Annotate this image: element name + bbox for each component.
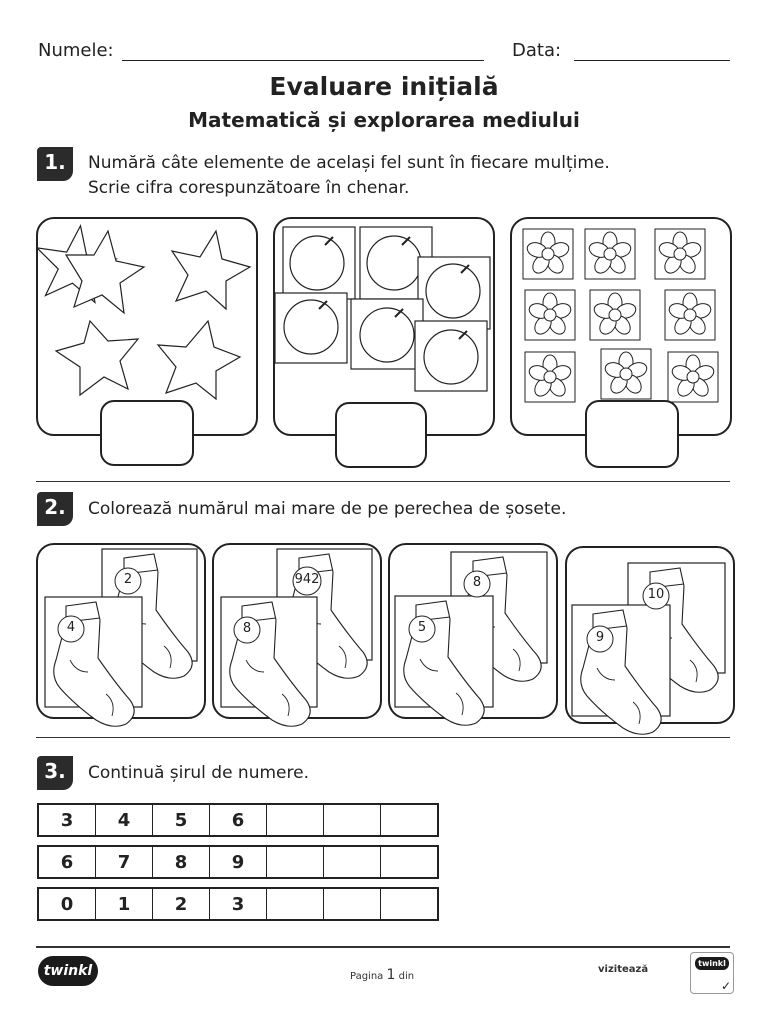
sequence-answer-cell[interactable] bbox=[267, 847, 324, 877]
sequence-cell: 3 bbox=[210, 889, 267, 919]
sequence-cell: 3 bbox=[39, 805, 96, 835]
footer-divider bbox=[36, 946, 730, 948]
sequence-cell: 8 bbox=[153, 847, 210, 877]
section-divider bbox=[36, 737, 730, 738]
sequence-cell: 6 bbox=[39, 847, 96, 877]
sequence-answer-cell[interactable] bbox=[381, 889, 437, 919]
sequence-answer-cell[interactable] bbox=[381, 847, 437, 877]
exercise-3-instruction: Continuă șirul de numere. bbox=[88, 763, 309, 783]
check-icon: ✓ bbox=[720, 979, 731, 993]
sock-number[interactable]: 2 bbox=[123, 572, 133, 587]
sock-number[interactable]: 8 bbox=[242, 621, 252, 636]
twinkl-quality-badge bbox=[690, 952, 734, 994]
page-subtitle: Matematică și explorarea mediului bbox=[188, 108, 580, 132]
page-indicator bbox=[350, 967, 414, 983]
twinkl-logo bbox=[38, 956, 98, 986]
exercise-1-instruction-line1: Numără câte elemente de același fel sunt în fiecare mulțime. bbox=[88, 153, 610, 173]
twinkl-logo-text: twinkl bbox=[43, 963, 93, 979]
sequence-answer-cell[interactable] bbox=[324, 847, 381, 877]
sequence-row-3 bbox=[37, 887, 439, 921]
name-label: Numele: bbox=[38, 40, 114, 61]
sequence-cell: 4 bbox=[96, 805, 153, 835]
exercise-3-number: 3. bbox=[37, 756, 73, 790]
visit-link[interactable]: vizitează bbox=[598, 964, 649, 975]
sequence-cell: 0 bbox=[39, 889, 96, 919]
sequence-answer-cell[interactable] bbox=[267, 889, 324, 919]
page-number: 1 bbox=[386, 967, 396, 983]
sequence-answer-cell[interactable] bbox=[324, 805, 381, 835]
sock-number[interactable]: 5 bbox=[417, 620, 427, 635]
exercise-2-number: 2. bbox=[37, 492, 73, 526]
sock-number[interactable]: 8 bbox=[472, 575, 482, 590]
sequence-answer-cell[interactable] bbox=[324, 889, 381, 919]
sequence-answer-cell[interactable] bbox=[267, 805, 324, 835]
exercise-2-instruction: Colorează numărul mai mare de pe perechea de șosete. bbox=[88, 499, 567, 519]
sock-number[interactable]: 10 bbox=[647, 587, 665, 602]
sock-number[interactable]: 4 bbox=[66, 620, 76, 635]
sequence-cell: 7 bbox=[96, 847, 153, 877]
page-of: din bbox=[398, 971, 415, 982]
sequence-cell: 5 bbox=[153, 805, 210, 835]
sequence-answer-cell[interactable] bbox=[381, 805, 437, 835]
sequence-cell: 6 bbox=[210, 805, 267, 835]
sequence-row-2 bbox=[37, 845, 439, 879]
date-label: Data: bbox=[512, 40, 562, 61]
badge-text: twinkl bbox=[695, 957, 729, 970]
sock-number[interactable]: 942 bbox=[294, 572, 320, 587]
page-label: Pagina bbox=[350, 971, 384, 982]
sequence-row-1 bbox=[37, 803, 439, 837]
exercise-1-instruction-line2: Scrie cifra corespunzătoare în chenar. bbox=[88, 178, 410, 198]
sock-number[interactable]: 9 bbox=[595, 630, 605, 645]
sequence-cell: 9 bbox=[210, 847, 267, 877]
sequence-cell: 1 bbox=[96, 889, 153, 919]
sequence-cell: 2 bbox=[153, 889, 210, 919]
page-title: Evaluare inițială bbox=[269, 72, 499, 101]
exercise-1-number: 1. bbox=[37, 147, 73, 181]
